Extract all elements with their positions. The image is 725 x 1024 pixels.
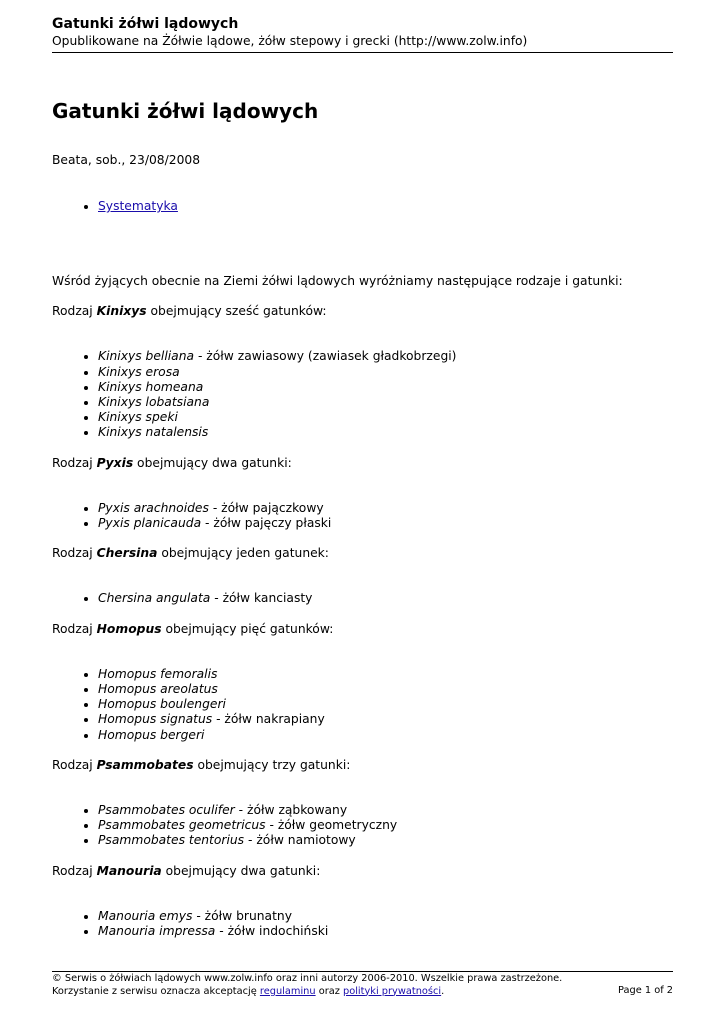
genus-name: Chersina: [96, 546, 158, 561]
species-list: [52, 349, 673, 440]
tag-link-systematyka[interactable]: Systematyka: [98, 199, 178, 213]
species-latin-name: Kinixys speki: [98, 410, 178, 425]
species-latin-name: Homopus boulengeri: [98, 697, 226, 712]
species-item: [98, 365, 673, 380]
genus-description: obejmujący dwa gatunki:: [133, 455, 292, 470]
species-latin-name: Homopus signatus: [98, 712, 213, 727]
species-latin-name: Homopus femoralis: [98, 666, 218, 681]
genus-prefix: Rodzaj: [52, 304, 97, 319]
species-item: [98, 395, 673, 410]
species-common-name: - żółw geometryczny: [265, 818, 398, 833]
species-item: [98, 728, 673, 743]
genus-prefix: Rodzaj: [52, 455, 97, 470]
species-list: [52, 591, 673, 606]
species-item: [98, 667, 673, 682]
copyright-text: © Serwis o żółwiach lądowych www.zolw.info oraz inni autorzy 2006-2010. Wszelkie prawa zastrzeżone.: [52, 973, 563, 984]
page-footer: [52, 973, 673, 998]
species-item: [98, 712, 673, 727]
species-common-name: - żółw zawiasowy (zawiasek gładkobrzegi): [194, 349, 457, 364]
genus-name: Manouria: [96, 863, 162, 878]
intro-paragraph: Wśród żyjących obecnie na Ziemi żółwi lądowych wyróżniamy następujące rodzaje i gatunki:: [52, 274, 623, 288]
species-item: [98, 501, 673, 516]
species-item: [98, 349, 673, 364]
article-title: Gatunki żółwi lądowych: [52, 99, 319, 123]
species-latin-name: Manouria emys: [98, 908, 193, 923]
species-common-name: - żółw pajęczy płaski: [201, 516, 332, 531]
site-title: Gatunki żółwi lądowych: [52, 16, 239, 32]
spacer: [52, 334, 673, 349]
genus-heading: [52, 546, 673, 561]
species-latin-name: Psammobates geometricus: [98, 818, 266, 833]
genus-prefix: Rodzaj: [52, 546, 97, 561]
genus-name: Pyxis: [96, 455, 134, 470]
species-item: [98, 410, 673, 425]
species-latin-name: Homopus areolatus: [98, 682, 218, 697]
species-list: [52, 667, 673, 743]
species-item: [98, 516, 673, 531]
species-latin-name: Kinixys natalensis: [98, 425, 209, 440]
spacer: [52, 486, 673, 501]
species-item: [98, 697, 673, 712]
terms-mid: oraz: [315, 985, 343, 997]
species-item: [98, 591, 673, 606]
species-list: [52, 909, 673, 939]
page-number: Page 1 of 2: [618, 985, 673, 996]
terms-suffix: .: [441, 985, 445, 997]
species-common-name: - żółw kanciasty: [210, 591, 313, 606]
species-common-name: - żółw ząbkowany: [234, 803, 348, 818]
species-item: [98, 425, 673, 440]
genus-prefix: Rodzaj: [52, 621, 97, 636]
genus-prefix: Rodzaj: [52, 863, 97, 878]
species-latin-name: Chersina angulata: [98, 591, 211, 606]
genus-heading: [52, 304, 673, 319]
species-list: [52, 501, 673, 531]
terms-prefix: Korzystanie z serwisu oznacza akceptację: [52, 985, 260, 997]
spacer: [52, 894, 673, 909]
species-latin-name: Pyxis arachnoides: [98, 500, 209, 515]
spacer: [52, 652, 673, 667]
tag-item: [98, 198, 178, 214]
published-source: Opublikowane na Żółwie lądowe, żółw stepowy i grecki (http://www.zolw.info): [52, 34, 528, 48]
article-body: [52, 274, 673, 954]
header-divider: [52, 52, 673, 53]
privacy-link[interactable]: polityki prywatności: [343, 985, 442, 997]
species-latin-name: Homopus bergeri: [98, 727, 205, 742]
terms-line: [52, 986, 673, 999]
species-item: [98, 818, 673, 833]
species-common-name: - żółw namiotowy: [244, 833, 356, 848]
genus-heading: [52, 758, 673, 773]
spacer: [52, 576, 673, 591]
genus-description: obejmujący pięć gatunków:: [161, 621, 334, 636]
genus-heading: [52, 456, 673, 471]
genus-description: obejmujący trzy gatunki:: [193, 757, 351, 772]
terms-link[interactable]: regulaminu: [259, 985, 316, 997]
species-latin-name: Kinixys lobatsiana: [98, 395, 210, 410]
species-common-name: - żółw nakrapiany: [212, 712, 325, 727]
species-item: [98, 803, 673, 818]
species-common-name: - żółw indochiński: [215, 924, 329, 939]
species-item: [98, 682, 673, 697]
species-item: [98, 909, 673, 924]
genus-description: obejmujący sześć gatunków:: [146, 304, 327, 319]
species-item: [98, 924, 673, 939]
genus-description: obejmujący dwa gatunki:: [161, 863, 321, 878]
species-item: [98, 380, 673, 395]
species-latin-name: Manouria impressa: [98, 924, 216, 939]
article-byline: Beata, sob., 23/08/2008: [52, 153, 201, 167]
species-common-name: - żółw brunatny: [192, 908, 292, 923]
genus-name: Psammobates: [96, 757, 194, 772]
species-latin-name: Kinixys homeana: [98, 379, 204, 394]
species-latin-name: Kinixys belliana: [98, 349, 195, 364]
genus-heading: [52, 622, 673, 637]
footer-divider: [52, 971, 673, 972]
species-latin-name: Kinixys erosa: [98, 364, 180, 379]
species-latin-name: Pyxis planicauda: [98, 516, 202, 531]
spacer: [52, 788, 673, 803]
page-header: [52, 15, 673, 50]
species-common-name: - żółw pajączkowy: [208, 500, 324, 515]
species-item: [98, 833, 673, 848]
genus-name: Homopus: [96, 621, 162, 636]
genus-description: obejmujący jeden gatunek:: [157, 546, 329, 561]
species-latin-name: Psammobates oculifer: [98, 803, 235, 818]
species-list: [52, 803, 673, 849]
tag-list: [52, 198, 178, 214]
genus-heading: [52, 864, 673, 879]
species-latin-name: Psammobates tentorius: [98, 833, 245, 848]
genus-name: Kinixys: [96, 304, 147, 319]
genus-prefix: Rodzaj: [52, 757, 97, 772]
